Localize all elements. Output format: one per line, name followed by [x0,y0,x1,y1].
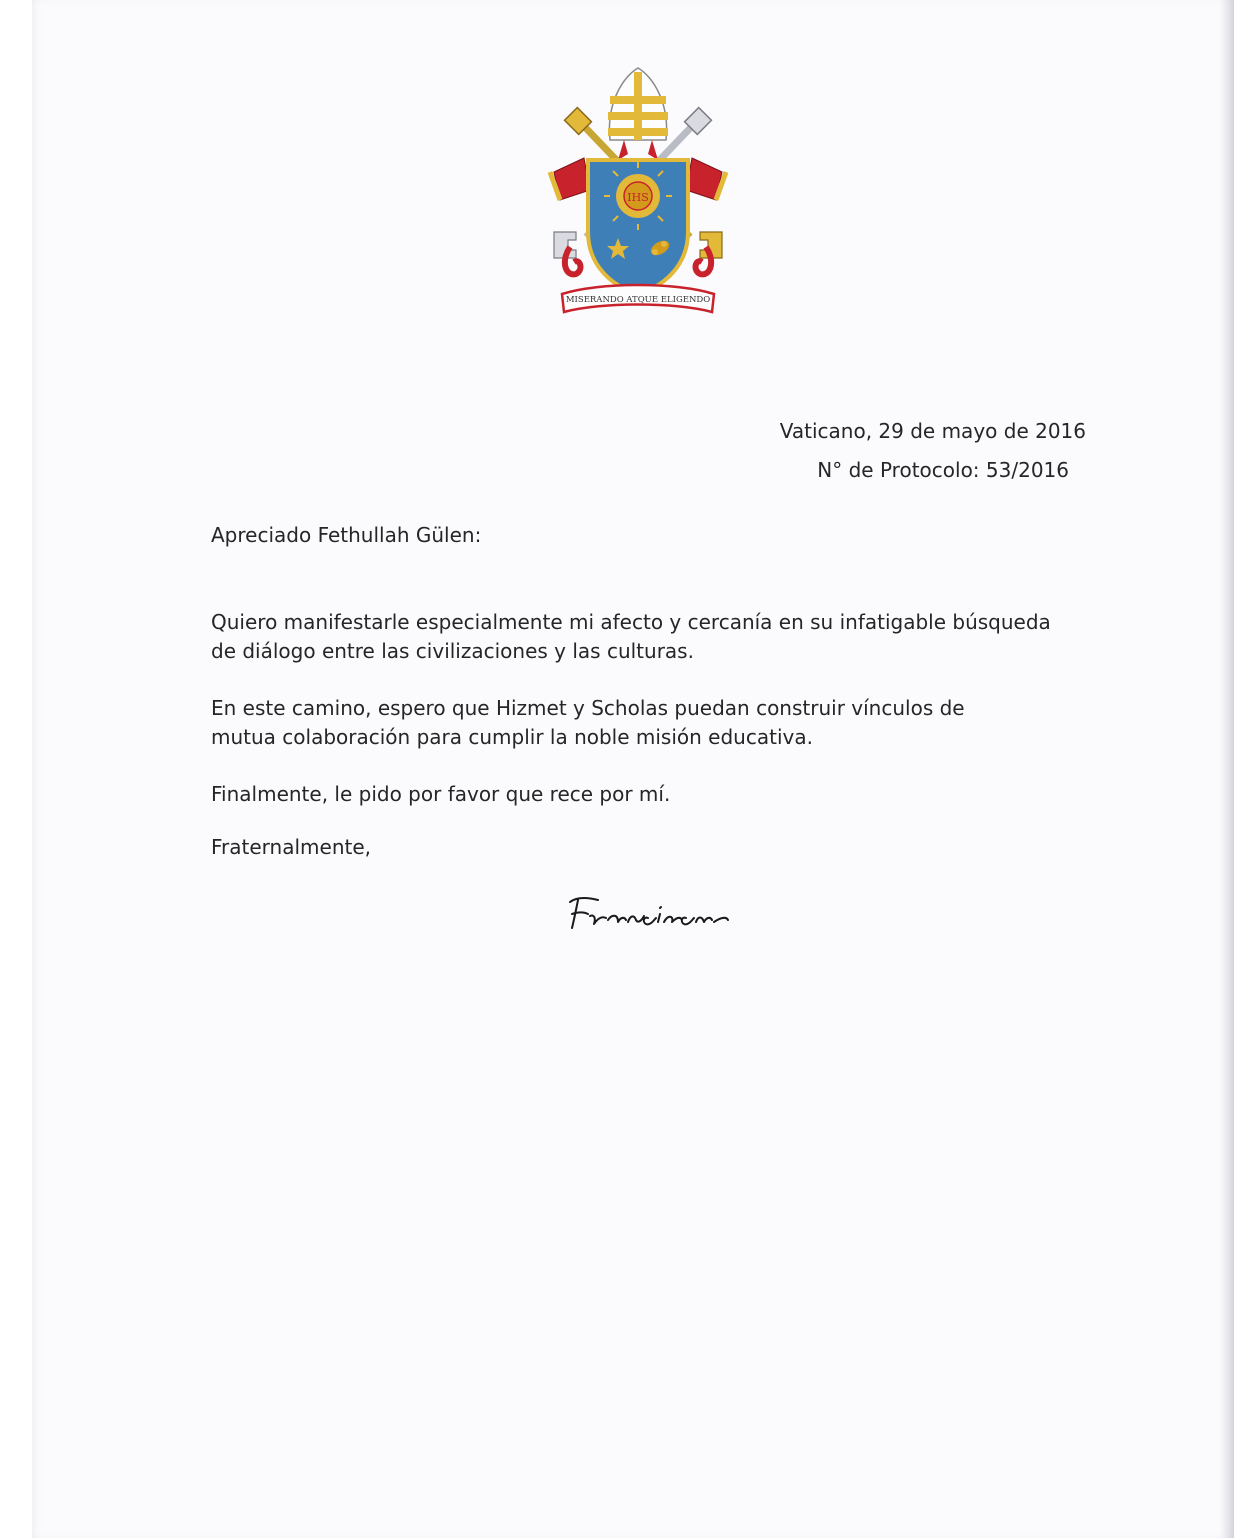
date-line: Vaticano, 29 de mayo de 2016 [779,419,1086,443]
motto-ribbon [562,285,714,312]
signature-icon [564,892,734,936]
paper-edge-shadow [1220,0,1234,1538]
paragraph: Quiero manifestarle especialmente mi afecto y cercanía en su infatigable búsqueda de diálogo entre las civilizaciones y las culturas. [211,610,1051,663]
letter-body [211,608,1071,837]
ihs-monogram: IHS [627,191,649,204]
shield-icon [588,160,688,294]
salutation: Apreciado Fethullah Gülen: [211,523,482,547]
motto-text: MISERANDO ATQUE ELIGENDO [565,295,711,305]
paragraph: En este camino, espero que Hizmet y Scholas puedan construir vínculos de mutua colaboración para cumplir la noble misión educativa. [211,696,965,749]
letter-header [780,412,1086,490]
mitre-icon [608,68,668,160]
papal-coat-of-arms-icon [540,62,736,320]
paragraph: Finalmente, le pido por favor que rece por mí. [211,782,671,806]
closing: Fraternalmente, [211,835,371,859]
protocol-line: N° de Protocolo: 53/2016 [817,458,1069,482]
